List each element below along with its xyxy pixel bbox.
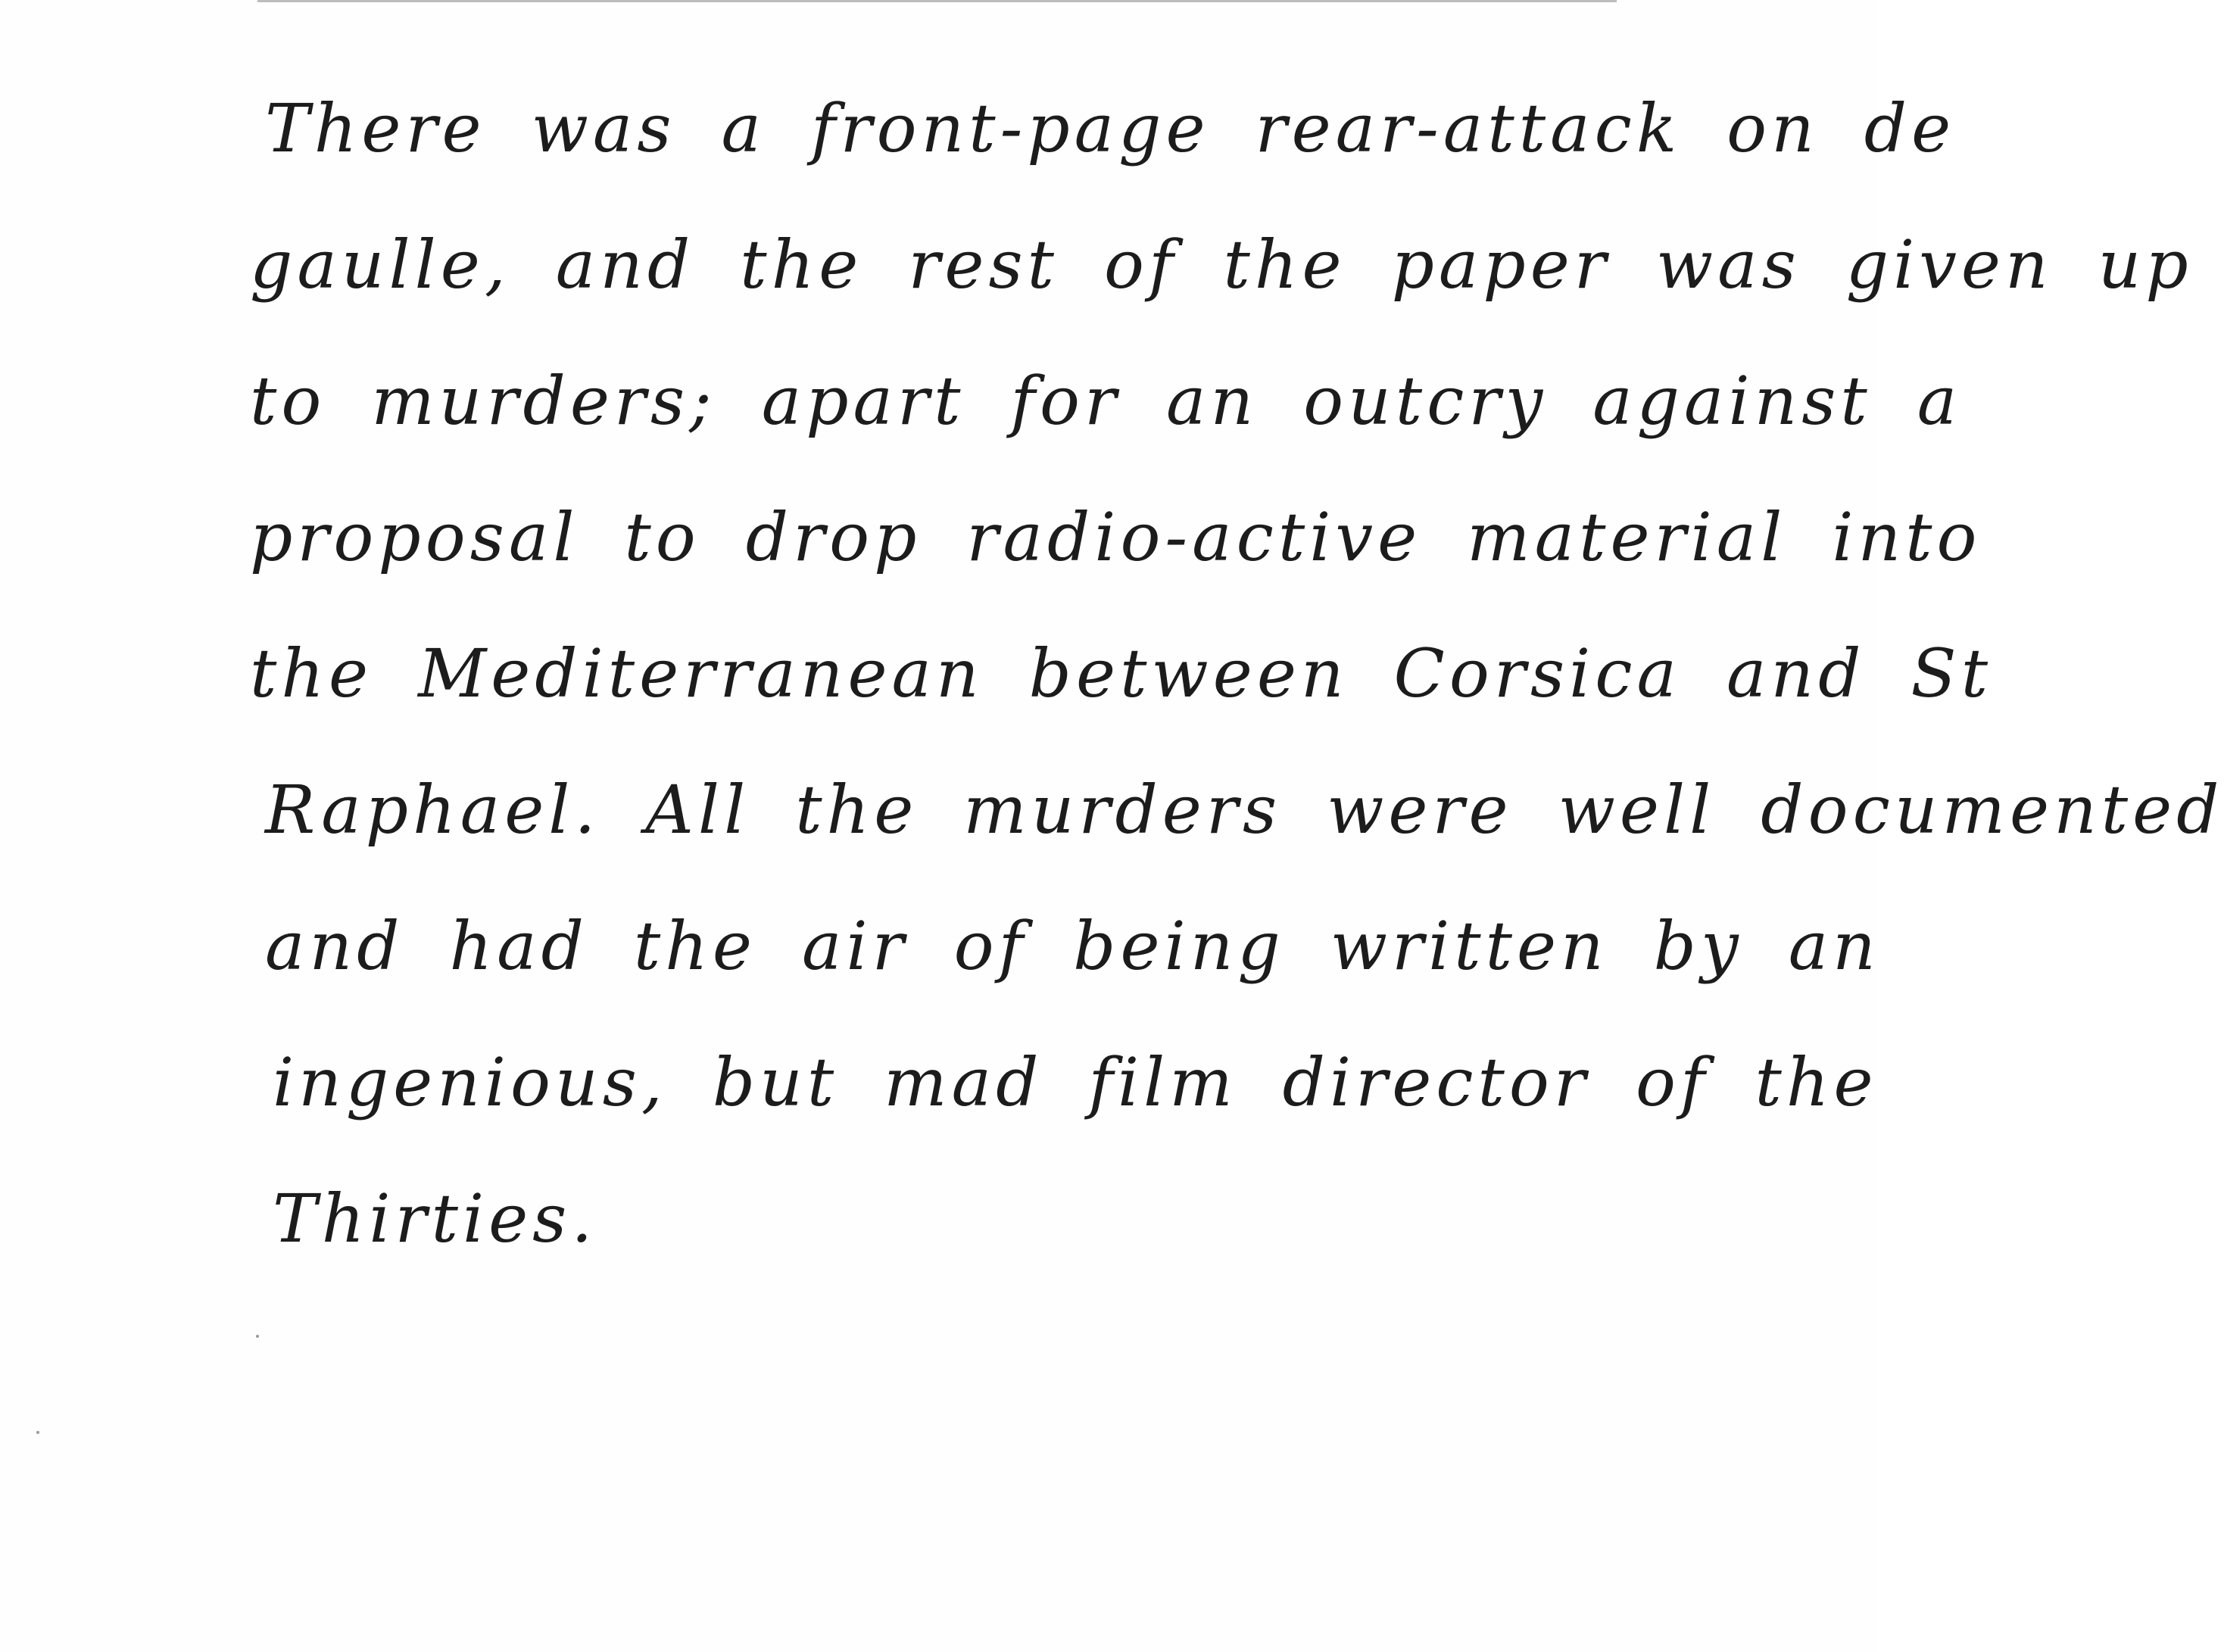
handwritten-line: gaulle, and the rest of the paper was given up — [250, 226, 2193, 304]
paper-speck — [36, 1431, 39, 1434]
handwritten-line: proposal to drop radio-active material into — [250, 498, 1982, 576]
handwritten-text-block — [250, 61, 2224, 1287]
handwritten-line: ingenious, but mad film director of the — [273, 1043, 1878, 1121]
top-edge-rule — [257, 0, 1617, 2]
handwritten-line: and had the air of being written by an — [265, 907, 1880, 985]
handwritten-line: There was a front-page rear-attack on de — [265, 89, 1956, 167]
handwritten-line: to murders; apart for an outcry against a — [250, 362, 1962, 440]
handwritten-line: Thirties. — [273, 1180, 597, 1258]
paper-speck — [256, 1335, 259, 1338]
handwritten-line: Raphael. All the murders were well documented — [265, 771, 2224, 849]
handwritten-line: the Mediterranean between Corsica and St — [250, 634, 1993, 712]
